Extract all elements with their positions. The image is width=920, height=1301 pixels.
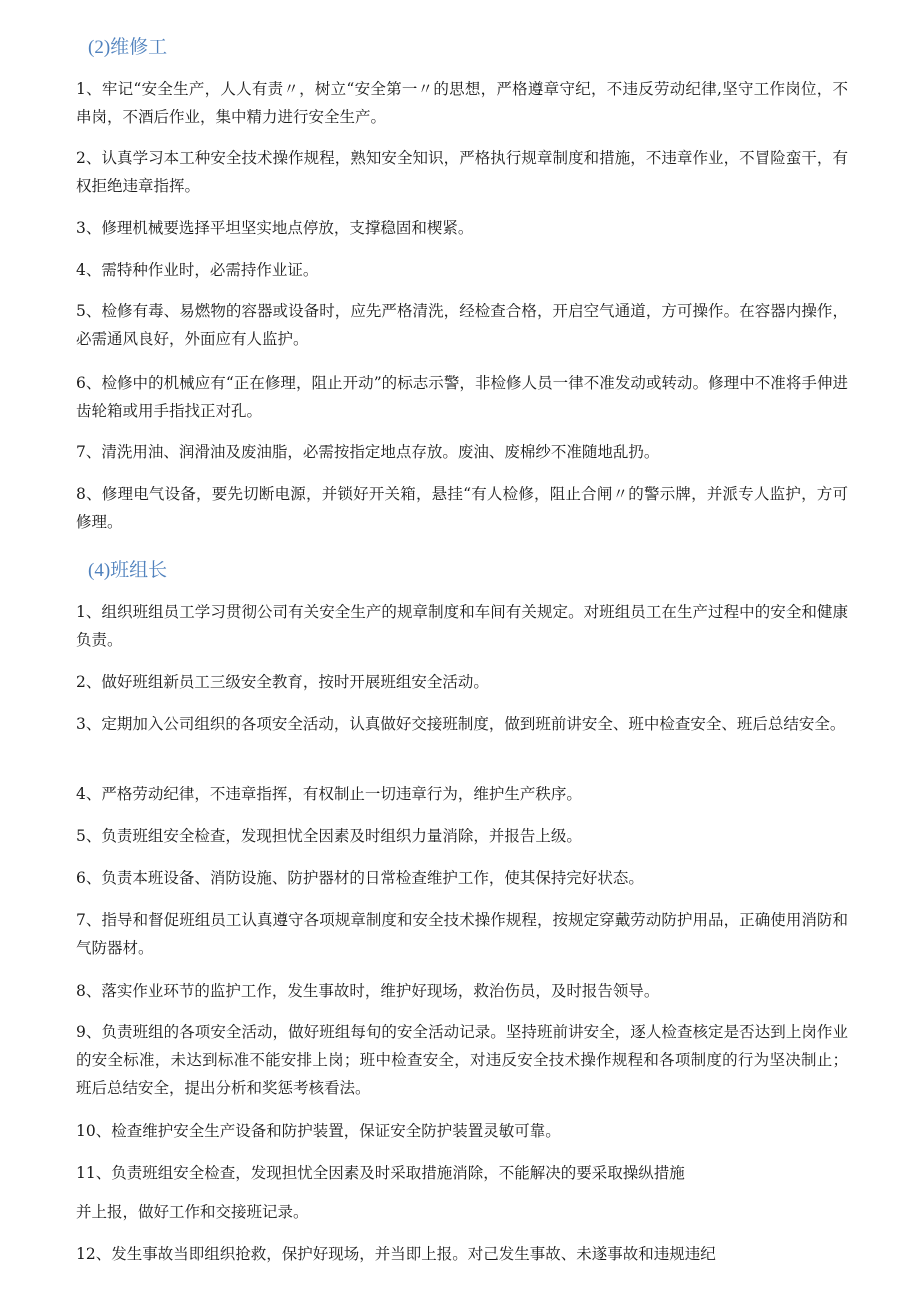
paragraph: 7、清洗用油、润滑油及废油脂，必需按指定地点存放。废油、废棉纱不准随地乱扔。	[76, 443, 660, 461]
paragraph: 2、认真学习本工种安全技术操作规程，熟知安全知识，严格执行规章制度和措施，不违章作业，不冒险蛮干，有权拒绝违章指挥。	[76, 149, 848, 195]
paragraph: 8、修理电气设备，要先切断电源，并锁好开关箱，悬挂“有人检修，阻止合闸〃的警示牌，并派专人监护，方可修理。	[76, 485, 848, 531]
paragraph: 1、牢记“安全生产，人人有责〃，树立“安全第一〃的思想，严格遵章守纪，不违反劳动纪律,坚守工作岗位，不串岗，不酒后作业，集中精力进行安全生产。	[76, 80, 848, 126]
paragraph: 5、负责班组安全检查，发现担忧全因素及时组织力量消除，并报告上级。	[76, 827, 582, 845]
paragraph: 10、检查维护安全生产设备和防护装置，保证安全防护装置灵敏可靠。	[76, 1122, 561, 1140]
paragraph: 3、定期加入公司组织的各项安全活动，认真做好交接班制度，做到班前讲安全、班中检查安全、班后总结安全。	[76, 715, 846, 733]
paragraph: 5、检修有毒、易燃物的容器或设备时，应先严格清洗，经检查合格，开启空气通道，方可操作。在容器内操作，必需通风良好，外面应有人监护。	[76, 302, 848, 348]
section-heading-repair: (2)维修工	[88, 37, 168, 58]
paragraph: 3、修理机械要选择平坦坚实地点停放，支撑稳固和楔紧。	[76, 219, 474, 237]
paragraph: 6、检修中的机械应有“正在修理，阻止开动”的标志示警，非检修人员一律不准发动或转动。修理中不准将手伸进齿轮箱或用手指找正对孔。	[76, 374, 848, 420]
paragraph: 12、发生事故当即组织抢救，保护好现场，并当即上报。对己发生事故、未遂事故和违规违纪	[76, 1245, 716, 1263]
paragraph: 4、需特种作业时，必需持作业证。	[76, 261, 319, 279]
paragraph: 9、负责班组的各项安全活动，做好班组每旬的安全活动记录。坚持班前讲安全，逐人检查核定是否达到上岗作业的安全标准，未达到标准不能安排上岗；班中检查安全，对违反安全技术操作规程和各项制度的行为坚决制止；班后总结安全，提出分析和奖惩考核看法。	[76, 1023, 848, 1097]
paragraph: 2、做好班组新员工三级安全教育，按时开展班组安全活动。	[76, 673, 489, 691]
paragraph: 4、严格劳动纪律，不违章指挥，有权制止一切违章行为，维护生产秩序。	[76, 785, 582, 803]
section-heading-leader: (4)班组长	[88, 560, 168, 581]
paragraph-continuation: 并上报，做好工作和交接班记录。	[76, 1203, 309, 1221]
paragraph: 8、落实作业环节的监护工作，发生事故时，维护好现场，救治伤员，及时报告领导。	[76, 982, 660, 1000]
paragraph: 6、负责本班设备、消防设施、防护器材的日常检查维护工作，使其保持完好状态。	[76, 869, 644, 887]
paragraph: 11、负责班组安全检查，发现担忧全因素及时采取措施消除，不能解决的要采取操纵措施	[76, 1164, 685, 1182]
paragraph: 1、组织班组员工学习贯彻公司有关安全生产的规章制度和车间有关规定。对班组员工在生产过程中的安全和健康负责。	[76, 603, 848, 649]
paragraph: 7、指导和督促班组员工认真遵守各项规章制度和安全技术操作规程，按规定穿戴劳动防护用品，正确使用消防和气防器材。	[76, 911, 848, 957]
